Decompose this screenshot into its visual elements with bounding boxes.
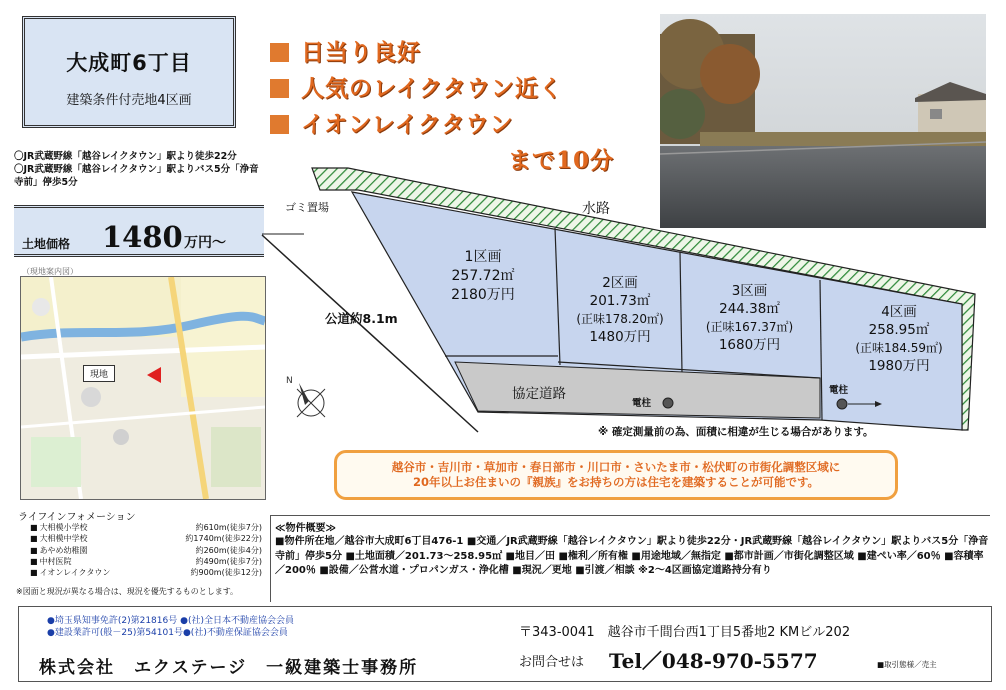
location-map	[20, 276, 266, 500]
feature-item: 日当り良好	[270, 34, 614, 70]
square-bullet-icon	[270, 115, 289, 134]
feature-list	[270, 34, 614, 178]
phone-number: Tel／048-970-5577	[609, 649, 818, 673]
transaction-type: ■取引態様／売主	[877, 660, 937, 669]
waterway-label: 水路	[582, 201, 610, 217]
price-value: 1480	[102, 220, 183, 254]
summary-body: ■物件所在地／越谷市大成町6丁目476-1 ■交通／JR武蔵野線「越谷レイクタウン」駅より徒歩22分・JR武蔵野線「越谷レイクタウン」駅よりバス5分「浄音寺前」停歩5分 ■土地面積／201.73～258.95㎡ ■地目／田 ■権利／所有権 ■用途地域／無指定 ■都市計画／市街化調整区域 ■建ぺい率／60％ ■容積率／200％ ■設備／公営水道・プロパンガス・浄化槽 ■現況／更地 ■引渡／相談 ※2～4区画協定道路持分有り	[275, 536, 989, 576]
list-item: ■ 大相模小学校 約610m(徒歩7分)	[30, 522, 262, 533]
title-box	[22, 16, 236, 128]
agreement-road-label: 協定道路	[512, 386, 566, 402]
square-bullet-icon	[270, 43, 289, 62]
list-item: ■ あやめ幼稚園 約260m(徒歩4分)	[30, 545, 262, 556]
notice-box: 越谷市・吉川市・草加市・春日部市・川口市・さいたま市・松伏町の市街化調整区域に 20年以上お住まいの『親族』をお持ちの方は住宅を建築することが可能です。	[334, 450, 898, 500]
access-line: 〇JR武蔵野線「越谷レイクタウン」駅より徒歩22分	[14, 151, 237, 162]
lot-2: 2区画 201.73㎡ (正味178.20㎡) 1480万円	[576, 275, 664, 345]
survey-caution: ※ 確定測量前の為、面積に相違が生じる場合があります。	[598, 426, 874, 438]
map-note: ※図面と現況が異なる場合は、現況を優先するものとします。	[16, 587, 239, 596]
svg-text:N: N	[286, 376, 293, 386]
square-bullet-icon	[270, 79, 289, 98]
price-unit: 万円～	[184, 235, 226, 251]
summary-heading: ≪物件概要≫	[275, 523, 336, 534]
list-item: ■ イオンレイクタウン 約900m(徒歩12分)	[30, 567, 262, 578]
map-caption: （現地案内図）	[22, 267, 78, 276]
life-info-title: ライフインフォメーション	[18, 512, 136, 523]
feature-item: まで10分	[508, 147, 615, 174]
lot-1: 1区画 257.72㎡ 2180万円	[451, 249, 515, 303]
license-info: ●埼玉県知事免許(2)第21816号 ●(社)全日本不動産協会会員 ●建設業許可(般－25)第54101号●(社)不動産保証協会会員	[47, 616, 294, 638]
gomi-label: ゴミ置場	[285, 201, 329, 214]
feature-item: イオンレイクタウン	[270, 106, 614, 142]
compass-icon	[286, 376, 325, 417]
lot-3: 3区画 244.38㎡ (正味167.37㎡) 1680万円	[705, 283, 794, 353]
map-marker-label: 現地	[83, 365, 115, 382]
property-summary	[270, 515, 990, 602]
pole-label: 電柱	[829, 385, 849, 396]
page-title: 大成町6丁目	[66, 51, 192, 75]
list-item: ■ 大相模中学校 約1740m(徒歩22分)	[30, 533, 262, 544]
company-name: 株式会社 エクステージ 一級建築士事務所	[39, 658, 419, 678]
feature-item: 人気のレイクタウン近く	[270, 70, 614, 106]
life-info-list	[30, 522, 262, 578]
pole-label: 電柱	[632, 398, 652, 409]
page-subtitle: 建築条件付売地4区画	[66, 93, 192, 108]
company-address: 〒343-0041 越谷市千間台西1丁目5番地2 KMビル202	[519, 625, 851, 640]
lot-4: 4区画 258.95㎡ (正味184.59㎡) 1980万円	[855, 304, 943, 374]
access-info	[14, 150, 264, 189]
footer	[18, 606, 992, 682]
price-label: 土地価格	[22, 237, 71, 251]
list-item: ■ 中村医院 約490m(徒歩7分)	[30, 556, 262, 567]
public-road-label: 公道約8.1m	[325, 311, 398, 326]
access-line: 〇JR武蔵野線「越谷レイクタウン」駅よりバス5分「浄音寺前」停歩5分	[14, 164, 259, 188]
price-box	[14, 205, 264, 257]
contact-label: お問合せは	[519, 655, 585, 670]
